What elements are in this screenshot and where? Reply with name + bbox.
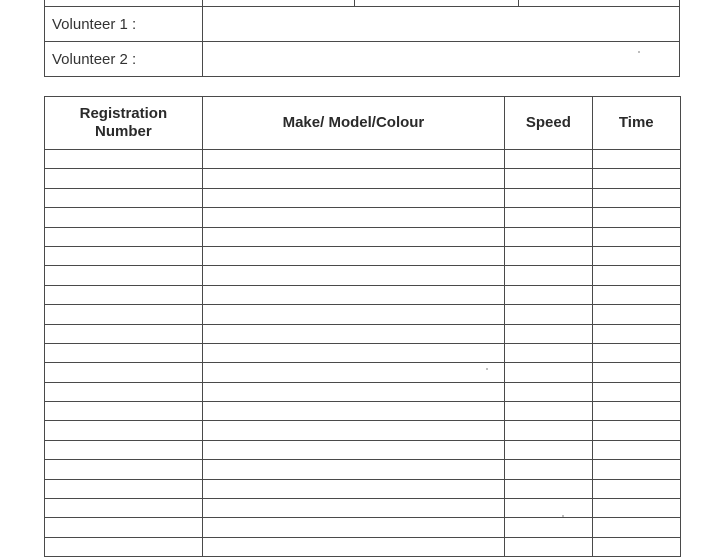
time-cell[interactable] xyxy=(592,479,680,498)
time-cell[interactable] xyxy=(592,440,680,459)
volunteer-1-label: Volunteer 1 : xyxy=(45,7,203,42)
registration-cell[interactable] xyxy=(45,421,203,440)
time-cell[interactable] xyxy=(592,421,680,440)
registration-cell[interactable] xyxy=(45,150,203,169)
time-cell[interactable] xyxy=(592,246,680,265)
table-row xyxy=(45,285,681,304)
volunteer-2-label: Volunteer 2 : xyxy=(45,42,203,77)
speed-cell[interactable] xyxy=(505,285,592,304)
speed-cell[interactable] xyxy=(505,208,592,227)
make-model-colour-cell[interactable] xyxy=(202,305,504,324)
make-model-colour-cell[interactable] xyxy=(202,537,504,556)
time-cell[interactable] xyxy=(592,266,680,285)
make-model-colour-cell[interactable] xyxy=(202,188,504,207)
table-row xyxy=(45,363,681,382)
log-body xyxy=(45,150,681,557)
scan-speck xyxy=(562,515,564,517)
registration-cell[interactable] xyxy=(45,227,203,246)
registration-cell[interactable] xyxy=(45,285,203,304)
table-row xyxy=(45,460,681,479)
time-cell[interactable] xyxy=(592,188,680,207)
time-cell[interactable] xyxy=(592,150,680,169)
table-row xyxy=(45,479,681,498)
table-row xyxy=(45,537,681,556)
make-model-colour-header xyxy=(202,97,504,150)
make-model-colour-cell[interactable] xyxy=(202,421,504,440)
make-model-colour-cell[interactable] xyxy=(202,227,504,246)
volunteer-row-1 xyxy=(45,7,680,42)
speed-cell[interactable] xyxy=(505,460,592,479)
speed-header xyxy=(505,97,592,150)
make-model-colour-cell[interactable] xyxy=(202,343,504,362)
speed-cell[interactable] xyxy=(505,499,592,518)
make-model-colour-cell[interactable] xyxy=(202,460,504,479)
registration-cell[interactable] xyxy=(45,188,203,207)
registration-cell[interactable] xyxy=(45,382,203,401)
make-model-colour-cell[interactable] xyxy=(202,246,504,265)
make-model-colour-cell[interactable] xyxy=(202,169,504,188)
make-model-colour-cell[interactable] xyxy=(202,518,504,537)
volunteer-row-2 xyxy=(45,42,680,77)
time-cell[interactable] xyxy=(592,169,680,188)
time-cell[interactable] xyxy=(592,343,680,362)
table-row xyxy=(45,227,681,246)
registration-cell[interactable] xyxy=(45,537,203,556)
speed-cell[interactable] xyxy=(505,537,592,556)
table-row xyxy=(45,402,681,421)
time-cell[interactable] xyxy=(592,363,680,382)
time-cell[interactable] xyxy=(592,305,680,324)
time-cell[interactable] xyxy=(592,208,680,227)
registration-cell[interactable] xyxy=(45,440,203,459)
registration-cell[interactable] xyxy=(45,169,203,188)
speed-cell[interactable] xyxy=(505,343,592,362)
table-row xyxy=(45,518,681,537)
time-cell[interactable] xyxy=(592,324,680,343)
make-model-colour-header-text: Make/ Model/Colour xyxy=(282,114,425,131)
registration-cell[interactable] xyxy=(45,499,203,518)
make-model-colour-cell[interactable] xyxy=(202,363,504,382)
speed-cell[interactable] xyxy=(505,440,592,459)
table-row xyxy=(45,246,681,265)
scan-speck xyxy=(486,368,488,370)
table-row xyxy=(45,150,681,169)
registration-cell[interactable] xyxy=(45,518,203,537)
speed-cell[interactable] xyxy=(505,246,592,265)
table-row xyxy=(45,421,681,440)
registration-cell[interactable] xyxy=(45,479,203,498)
table-row xyxy=(45,305,681,324)
table-row xyxy=(45,169,681,188)
speed-cell[interactable] xyxy=(505,421,592,440)
time-cell[interactable] xyxy=(592,382,680,401)
time-cell[interactable] xyxy=(592,285,680,304)
make-model-colour-cell[interactable] xyxy=(202,499,504,518)
registration-cell[interactable] xyxy=(45,208,203,227)
registration-cell[interactable] xyxy=(45,246,203,265)
volunteer-1-field[interactable] xyxy=(203,7,680,42)
speed-cell[interactable] xyxy=(505,305,592,324)
table-row xyxy=(45,188,681,207)
volunteer-table xyxy=(44,0,680,77)
registration-cell[interactable] xyxy=(45,266,203,285)
table-row xyxy=(45,208,681,227)
make-model-colour-cell[interactable] xyxy=(202,479,504,498)
speed-cell[interactable] xyxy=(505,363,592,382)
table-row xyxy=(45,343,681,362)
make-model-colour-cell[interactable] xyxy=(202,382,504,401)
make-model-colour-cell[interactable] xyxy=(202,402,504,421)
table-row xyxy=(45,266,681,285)
registration-cell[interactable] xyxy=(45,363,203,382)
time-cell[interactable] xyxy=(592,227,680,246)
speed-cell[interactable] xyxy=(505,169,592,188)
time-cell[interactable] xyxy=(592,402,680,421)
speed-cell[interactable] xyxy=(505,150,592,169)
registration-cell[interactable] xyxy=(45,460,203,479)
speed-cell[interactable] xyxy=(505,402,592,421)
speed-cell[interactable] xyxy=(505,266,592,285)
make-model-colour-cell[interactable] xyxy=(202,266,504,285)
make-model-colour-cell[interactable] xyxy=(202,150,504,169)
table-row xyxy=(45,440,681,459)
speed-cell[interactable] xyxy=(505,227,592,246)
time-cell[interactable] xyxy=(592,537,680,556)
table-row xyxy=(45,499,681,518)
make-model-colour-cell[interactable] xyxy=(202,324,504,343)
speed-cell[interactable] xyxy=(505,479,592,498)
table-row xyxy=(45,324,681,343)
speed-cell[interactable] xyxy=(505,518,592,537)
registration-cell[interactable] xyxy=(45,305,203,324)
time-cell[interactable] xyxy=(592,460,680,479)
registration-number-header xyxy=(45,97,203,150)
volunteer-2-field[interactable] xyxy=(203,42,680,77)
time-cell[interactable] xyxy=(592,518,680,537)
registration-cell[interactable] xyxy=(45,402,203,421)
time-header xyxy=(592,97,680,150)
header-row xyxy=(45,97,681,150)
make-model-colour-cell[interactable] xyxy=(202,285,504,304)
make-model-colour-cell[interactable] xyxy=(202,440,504,459)
speed-cell[interactable] xyxy=(505,382,592,401)
registration-cell[interactable] xyxy=(45,324,203,343)
time-header-text: Time xyxy=(618,114,654,131)
registration-number-header-text: Registration Number xyxy=(79,105,168,140)
speed-cell[interactable] xyxy=(505,188,592,207)
speed-header-text: Speed xyxy=(525,114,571,131)
speed-cell[interactable] xyxy=(505,324,592,343)
vehicle-log-table xyxy=(44,96,681,557)
registration-cell[interactable] xyxy=(45,343,203,362)
scan-speck xyxy=(638,51,640,53)
make-model-colour-cell[interactable] xyxy=(202,208,504,227)
time-cell[interactable] xyxy=(592,499,680,518)
table-row xyxy=(45,382,681,401)
